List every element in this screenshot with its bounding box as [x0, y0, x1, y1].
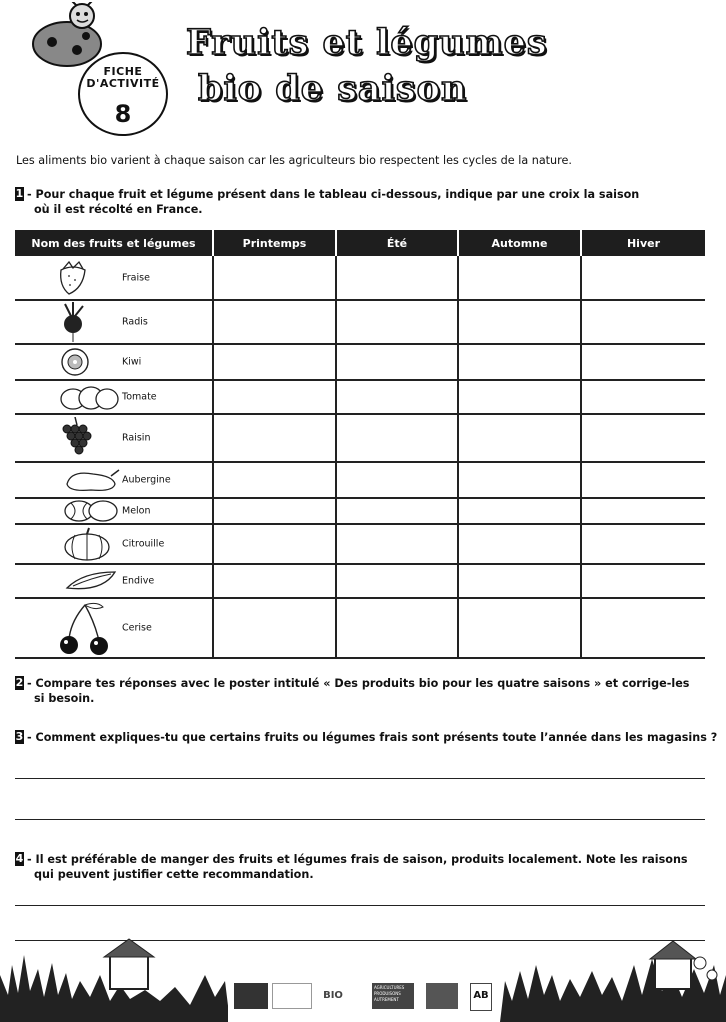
table-row [15, 564, 705, 598]
header-autumn: Automne [458, 230, 581, 256]
table-row [15, 344, 705, 380]
strawberry-icon [55, 260, 91, 296]
table-row [15, 256, 705, 300]
cell-summer[interactable] [336, 380, 458, 414]
cell-winter[interactable] [581, 598, 705, 658]
header-spring: Printemps [213, 230, 336, 256]
cell-winter[interactable] [581, 524, 705, 564]
table-row [15, 380, 705, 414]
question-text: - Comment expliques-tu que certains fruits ou légumes frais sont présents toute l’année dans les magasins ? [27, 731, 718, 744]
question-number: 3 [15, 730, 24, 743]
cell-winter[interactable] [581, 300, 705, 344]
cell-summer[interactable] [336, 300, 458, 344]
cell-summer[interactable] [336, 462, 458, 498]
eu-organic-logo [426, 983, 458, 1009]
cell-spring[interactable] [213, 498, 336, 524]
row-name-cell [15, 498, 213, 524]
cell-summer[interactable] [336, 564, 458, 598]
cell-summer[interactable] [336, 344, 458, 380]
cell-summer[interactable] [336, 498, 458, 524]
cell-winter[interactable] [581, 414, 705, 462]
cell-winter[interactable] [581, 498, 705, 524]
cell-winter[interactable] [581, 380, 705, 414]
cell-spring[interactable] [213, 380, 336, 414]
grape-icon [55, 417, 95, 459]
cell-autumn[interactable] [458, 564, 581, 598]
question-3 [15, 730, 717, 745]
question-text: - Pour chaque fruit et légume présent dans le tableau ci-dessous, indique par une croix la saison [27, 188, 640, 201]
cell-spring[interactable] [213, 300, 336, 344]
intro-text: Les aliments bio varient à chaque saison car les agriculteurs bio respectent les cycles de la nature. [16, 154, 572, 167]
question-text-cont: qui peuvent justifier cette recommandation. [34, 868, 314, 881]
row-label: Aubergine [122, 474, 171, 486]
table-row [15, 300, 705, 344]
question-4 [15, 852, 688, 882]
cell-summer[interactable] [336, 524, 458, 564]
question-number: 2 [15, 676, 24, 689]
cell-spring[interactable] [213, 524, 336, 564]
ab-logo: AB [470, 983, 492, 1011]
row-name-cell [15, 344, 213, 380]
row-name-cell [15, 414, 213, 462]
row-name-cell [15, 462, 213, 498]
answer-line[interactable] [15, 819, 705, 820]
badge-line2: D'ACTIVITÉ [86, 77, 160, 90]
row-label: Endive [122, 575, 155, 587]
table-row [15, 524, 705, 564]
cell-summer[interactable] [336, 598, 458, 658]
cell-autumn[interactable] [458, 524, 581, 564]
question-text-cont: si besoin. [34, 692, 95, 705]
row-name-cell [15, 564, 213, 598]
agence-bio-logo: BIO [323, 990, 343, 1001]
cell-spring[interactable] [213, 462, 336, 498]
cherry-icon [55, 601, 111, 655]
melon-icon [61, 499, 121, 523]
cell-summer[interactable] [336, 256, 458, 300]
cell-spring[interactable] [213, 256, 336, 300]
answer-line[interactable] [15, 905, 705, 906]
cell-spring[interactable] [213, 598, 336, 658]
cell-spring[interactable] [213, 414, 336, 462]
row-label: Radis [122, 316, 148, 328]
row-name-cell [15, 524, 213, 564]
table-row [15, 498, 705, 524]
question-text-cont: où il est récolté en France. [34, 203, 203, 216]
cell-autumn[interactable] [458, 462, 581, 498]
question-number: 1 [15, 187, 24, 200]
tomato-icon [59, 383, 121, 411]
header-summer: Été [336, 230, 458, 256]
cell-autumn[interactable] [458, 598, 581, 658]
header-name: Nom des fruits et légumes [15, 230, 213, 256]
ministry-logo [272, 983, 312, 1009]
pumpkin-icon [61, 527, 113, 561]
question-1 [15, 187, 639, 217]
row-label: Raisin [122, 432, 151, 444]
activity-badge [78, 52, 168, 136]
cell-autumn[interactable] [458, 414, 581, 462]
row-label: Fraise [122, 272, 150, 283]
cell-winter[interactable] [581, 462, 705, 498]
badge-number: 8 [114, 100, 132, 128]
row-name-cell [15, 380, 213, 414]
cell-summer[interactable] [336, 414, 458, 462]
cell-spring[interactable] [213, 344, 336, 380]
badge-line1: FICHE [103, 65, 143, 78]
page-title-line2: bio de saison [198, 68, 468, 109]
cell-autumn[interactable] [458, 380, 581, 414]
cell-autumn[interactable] [458, 300, 581, 344]
partner-logos [234, 983, 494, 1011]
table-row [15, 462, 705, 498]
kiwi-icon [55, 347, 91, 377]
agricultures-logo: AGRICULTURES PRODUISONS AUTREMENT [372, 983, 414, 1009]
row-label: Tomate [122, 391, 157, 403]
cell-winter[interactable] [581, 344, 705, 380]
row-label: Kiwi [122, 356, 142, 368]
page-title-line1: Fruits et légumes [186, 22, 548, 63]
row-name-cell [15, 300, 213, 344]
cell-spring[interactable] [213, 564, 336, 598]
question-2 [15, 676, 689, 706]
cell-autumn[interactable] [458, 256, 581, 300]
eu-flag-logo [234, 983, 268, 1009]
cell-winter[interactable] [581, 564, 705, 598]
seasons-table [15, 230, 705, 659]
row-name-cell [15, 256, 213, 300]
radish-icon [55, 302, 91, 342]
table-header-row [15, 230, 705, 256]
row-label: Melon [122, 505, 151, 517]
question-text: - Compare tes réponses avec le poster intitulé « Des produits bio pour les quatre saisons » et corrige-les [27, 677, 690, 690]
question-text: - Il est préférable de manger des fruits et légumes frais de saison, produits localement. Note les raisons [27, 853, 688, 866]
table-row [15, 598, 705, 658]
cell-winter[interactable] [581, 256, 705, 300]
eggplant-icon [61, 466, 121, 494]
row-name-cell [15, 598, 213, 658]
row-label: Citrouille [122, 538, 165, 550]
row-label: Cerise [122, 622, 152, 634]
cell-autumn[interactable] [458, 344, 581, 380]
question-number: 4 [15, 852, 24, 865]
header-winter: Hiver [581, 230, 705, 256]
table-row [15, 414, 705, 462]
endive-icon [63, 568, 119, 594]
answer-line[interactable] [15, 778, 705, 779]
cell-autumn[interactable] [458, 498, 581, 524]
